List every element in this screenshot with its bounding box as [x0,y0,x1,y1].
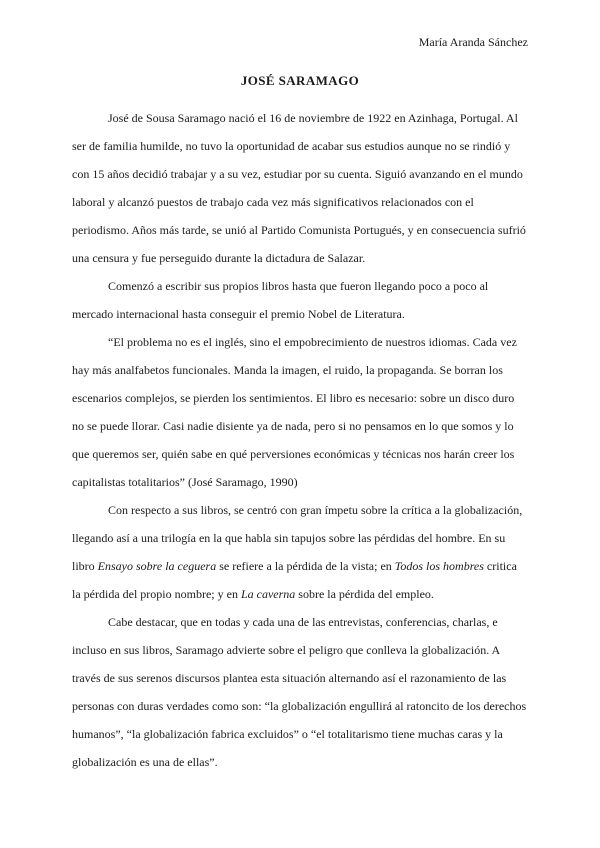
paragraph [72,608,528,776]
paragraph [72,272,528,328]
book-title-italic: Todos los hombres [394,559,484,573]
text-segment: José de Sousa Saramago nació el 16 de noviembre de 1922 en Azinhaga, Portugal. Al ser de familia humilde, no tuvo la oportunidad de acabar sus estudios aunque no se rindió y con 15 años decidió trabajar y a su vez, estudiar por su cuenta. Siguió avanzando en el mundo laboral y alcanzó puestos de trabajo cada vez más significativos relacionados con el periodismo. Años más tarde, se unió al Partido Comunista Portugués, y en consecuencia sufrió una censura y fue perseguido durante la dictadura de Salazar. [72,111,526,265]
paragraph [72,496,528,608]
author-name: María Aranda Sánchez [418,35,528,49]
document-title: JOSÉ SARAMAGO [240,73,360,88]
paragraph [72,104,528,272]
text-segment: Con respecto a sus libros, se centró con gran ímpetu sobre la crítica a la globalización, llegando así a una trilogía en la que habla sin tapujos sobre las pérdidas del hombre. En su libro [72,503,523,573]
text-segment: sobre la pérdida del empleo. [295,587,434,601]
text-segment: se refiere a la pérdida de la vista; en [216,559,395,573]
paragraph [72,328,528,496]
text-segment: critica la pérdida del propio nombre; y en [72,559,517,601]
text-segment: “El problema no es el inglés, sino el empobrecimiento de nuestros idiomas. Cada vez hay más analfabetos funcionales. Manda la imagen, el ruido, la propaganda. Se borran los escenarios complejos, se pierden los sentimientos. El libro es necesario: sobre un disco duro no se puede llorar. Casi nadie disiente ya de nada, pero si no pensamos en lo que somos y lo que queremos ser, quién sabe en qué perversiones económicas y técnicas nos harán creer los capitalistas totalitarios” (José Saramago, 1990) [72,335,517,489]
document-body [72,104,528,776]
text-segment: Comenzó a escribir sus propios libros hasta que fueron llegando poco a poco al mercado internacional hasta conseguir el premio Nobel de Literatura. [72,279,489,321]
text-segment: Cabe destacar, que en todas y cada una de las entrevistas, conferencias, charlas, e incluso en sus libros, Saramago advierte sobre el peligro que conlleva la globalización. A través de sus serenos discursos plantea esta situación alternando así el razonamiento de las personas con duras verdades como son: “la globalización engullirá al ratoncito de los derechos humanos”, “la globalización fabrica excluidos” o “el totalitarismo tiene muchas caras y la globalización es una de ellas”. [72,615,527,769]
book-title-italic: Ensayo sobre la ceguera [97,559,217,573]
book-title-italic: La caverna [240,587,296,601]
